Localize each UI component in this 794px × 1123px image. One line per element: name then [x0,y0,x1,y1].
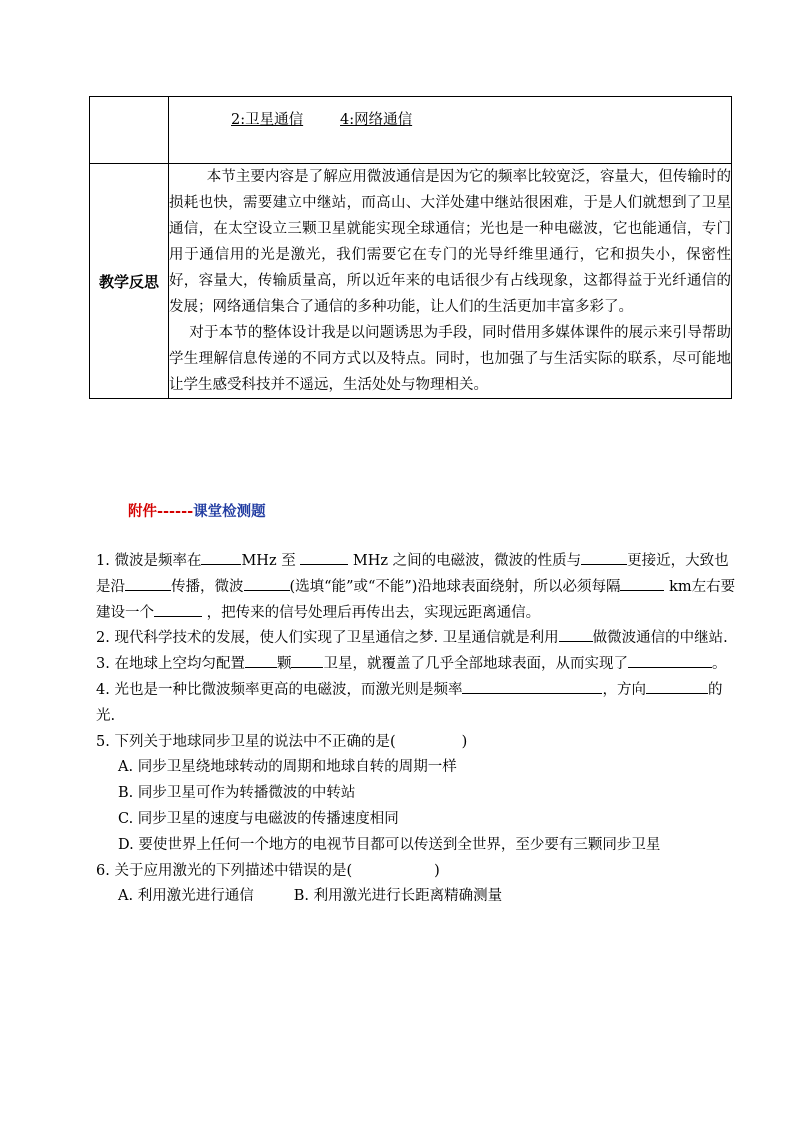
blank [581,549,627,565]
question-5-option-a: A. 同步卫星绕地球转动的周期和地球自转的周期一样 [118,759,457,776]
blank [244,575,290,591]
reflection-paragraph-1: 本节主要内容是了解应用微波通信是因为它的频率比较宽泛，容量大，但传输时的损耗也快，需要建立中继站，而高山、大洋处建中继站很困难，于是人们就想到了卫星通信，在太空设立三颗卫星就能实现全球通信；光也是一种电磁波，它也能通信，专门用于通信用的光是激光，我们需要它在专门的光导纤维里通行，它和损失小，保密性好，容量大，传输质量高，所以近年来的电话很少有占线现象，这都得益于光纤通信的发展；网络通信集合了通信的多种功能，让人们的生活更加丰富多彩了。 [169,169,731,315]
blank [620,575,664,591]
blank [646,678,708,694]
reflection-label: 教学反思 [98,272,159,291]
item-satellite: 2:卫星通信 [231,112,304,128]
communication-types-cell [169,97,732,164]
blank [154,601,202,617]
empty-label-cell [90,97,169,164]
lesson-table [89,96,732,399]
table-row [90,164,732,399]
blank [300,549,348,565]
blank [628,652,712,668]
reflection-paragraph-2: 对于本节的整体设计我是以问题诱思为手段，同时借用多媒体课件的展示来引导帮助学生理解信息传递的不同方式以及特点。同时，也加强了与生活实际的联系，尽可能地让学生感受科技并不遥远，生活处处与物理相关。 [169,325,731,393]
item-network: 4:网络通信 [340,112,413,128]
question-3: 3. 在地球上空均匀配置 颗 卫星，就覆盖了几乎全部地球表面，从而实现了 。 [96,652,736,678]
reflection-cell [169,164,732,399]
question-2: 2. 现代科学技术的发展，使人们实现了卫星通信之梦. 卫星通信就是利用 做微波通信的中继站. [96,626,736,652]
blank [462,678,602,694]
blank [291,652,323,668]
question-5-option-c: C. 同步卫星的速度与电磁波的传播速度相同 [118,810,399,827]
question-5-option-b: B. 同步卫星可作为转播微波的中转站 [118,785,356,802]
question-6-option-a: A. 利用激光进行通信 [118,888,254,905]
question-6: 6. 关于应用激光的下列描述中错误的是( ) [96,862,440,879]
question-5: 5. 下列关于地球同步卫星的说法中不正确的是( ) [96,733,468,750]
question-5-option-d: D. 要使世界上任何一个地方的电视节目都可以传送到全世界，至少要有三颗同步卫星 [118,836,661,853]
question-6-options [96,884,736,910]
question-4: 4. 光也是一种比微波频率更高的电磁波，而激光则是频率 ，方向 的光. [96,678,736,730]
blank [559,626,593,642]
appendix-title: 课堂检测题 [193,504,266,520]
blank [125,575,171,591]
question-1: 1. 微波是频率在 MHz 至 MHz 之间的电磁波，微波的性质与 更接近，大致也是沿 传播，微波 (选填“能”或“不能”)沿地球表面绕射，所以必须每隔 km左右要建设一个 ，把传来的信号处理后再传出去，实现远距离通信。 [96,549,736,626]
appendix-heading [128,500,266,521]
blank [245,652,277,668]
blank [201,549,241,565]
quiz-questions [96,549,736,910]
appendix-prefix: 附件------ [128,504,194,520]
reflection-label-cell [90,164,169,399]
table-row [90,97,732,164]
question-6-option-b: B. 利用激光进行长距离精确测量 [293,888,503,905]
